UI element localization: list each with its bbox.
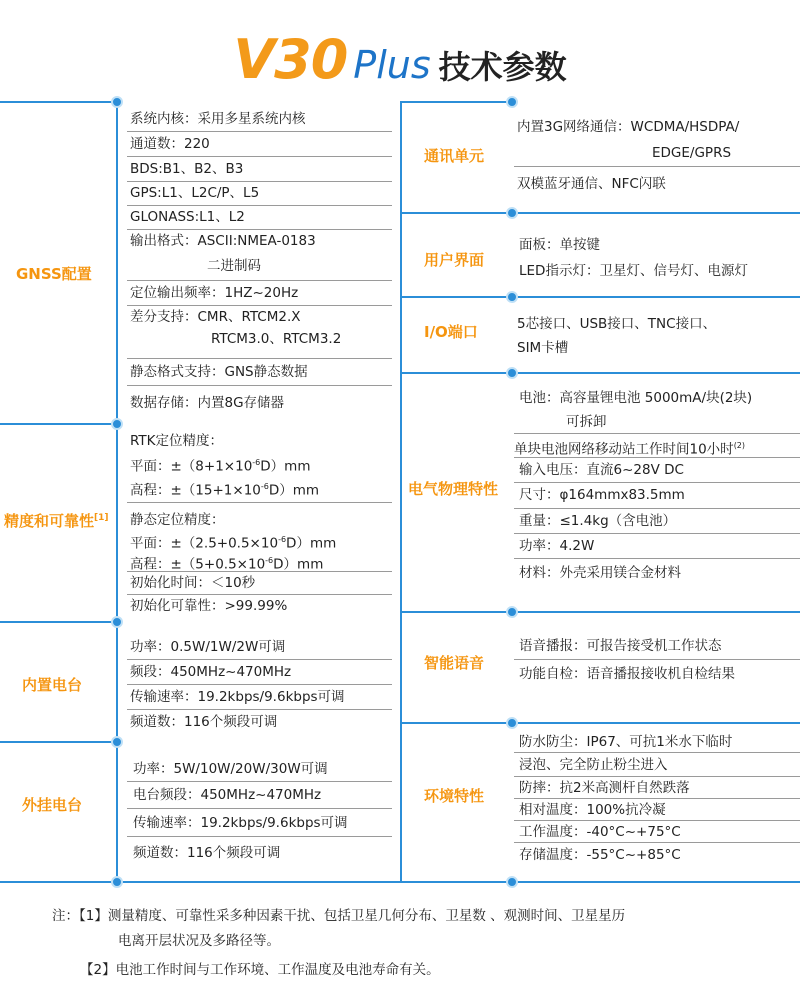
gnss-row-bds: BDS:B1、B2、B3 — [130, 161, 244, 177]
row-separator — [514, 508, 800, 509]
radio-external-band: 电台频段：450MHz~470MHz — [133, 787, 322, 803]
radio-internal-channels: 频道数：116个频段可调 — [130, 714, 278, 730]
title-model: V30 — [233, 28, 348, 91]
accuracy-static-vertical — [130, 553, 323, 573]
accuracy-rtk-horizontal-pre: 平面：±（8+1×10 — [130, 458, 253, 475]
row-separator — [127, 229, 392, 230]
elec-row-material: 材料：外壳采用镁合金材料 — [519, 565, 681, 581]
accuracy-rtk-title: RTK定位精度： — [130, 433, 223, 449]
row-separator — [127, 808, 392, 809]
elec-row-battery-cont: 可拆卸 — [566, 414, 607, 430]
accuracy-rtk-horizontal — [130, 455, 310, 475]
row-separator — [127, 205, 392, 206]
note-1-line-2: 电离开层状况及多路径等。 — [118, 933, 280, 949]
comm-row-bluetooth: 双模蓝牙通信、NFC闪联 — [517, 176, 666, 192]
gnss-row-glonass: GLONASS:L1、L2 — [130, 209, 245, 225]
node-dot — [506, 207, 518, 219]
node-dot — [506, 717, 518, 729]
accuracy-static-horizontal — [130, 532, 336, 552]
accuracy-rtk-vertical-exp: -6 — [260, 482, 269, 491]
row-separator — [514, 842, 800, 843]
row-separator — [127, 684, 392, 685]
row-separator — [514, 820, 800, 821]
row-separator — [127, 502, 392, 503]
accuracy-rtk-horizontal-post: D）mm — [260, 458, 311, 475]
gnss-row-kernel: 系统内核：采用多星系统内核 — [130, 111, 306, 127]
row-separator — [127, 305, 392, 306]
category-electrical: 电气物理特性 — [408, 480, 499, 498]
row-separator — [127, 385, 392, 386]
note-2: 【2】电池工作时间与工作环境、工作温度及电池寿命有关。 — [80, 962, 440, 978]
left-vertical-line — [116, 101, 118, 881]
gnss-row-differential-cont: RTCM3.0、RTCM3.2 — [211, 331, 342, 347]
row-separator — [127, 781, 392, 782]
ui-row-led: LED指示灯：卫星灯、信号灯、电源灯 — [519, 263, 748, 279]
row-separator — [127, 358, 392, 359]
category-gnss: GNSS配置 — [16, 265, 92, 283]
node-dot — [506, 876, 518, 888]
elec-row-weight: 重量：≤1.4kg（含电池） — [519, 513, 677, 529]
accuracy-static-horizontal-post: D）mm — [286, 535, 337, 552]
env-row-humidity: 相对温度：100%抗冷凝 — [519, 802, 666, 818]
node-dot — [506, 606, 518, 618]
node-dot — [111, 418, 123, 430]
divider-elec-voice — [401, 611, 800, 613]
gnss-row-output-rate: 定位输出频率：1HZ~20Hz — [130, 285, 299, 301]
gnss-row-static-format: 静态格式支持：GNS静态数据 — [130, 364, 308, 380]
node-dot — [111, 876, 123, 888]
node-dot — [506, 291, 518, 303]
accuracy-rtk-horizontal-exp: -6 — [252, 458, 261, 467]
gnss-row-gps: GPS:L1、L2C/P、L5 — [130, 185, 260, 201]
title-rest: 技术参数 — [438, 48, 567, 86]
ui-row-panel: 面板：单按键 — [519, 237, 600, 253]
node-dot — [111, 616, 123, 628]
row-separator — [127, 709, 392, 710]
footnote-2-marker: (2) — [733, 441, 746, 450]
row-separator — [514, 166, 800, 167]
accuracy-static-vertical-exp: -6 — [265, 556, 274, 565]
elec-row-battery: 电池：高容量锂电池 5000mA/块(2块) — [519, 390, 753, 406]
gnss-row-differential: 差分支持：CMR、RTCM2.X — [130, 309, 301, 325]
category-voice: 智能语音 — [424, 654, 485, 672]
row-separator — [514, 533, 800, 534]
elec-row-size: 尺寸：φ164mmx83.5mm — [519, 487, 685, 503]
row-separator — [514, 798, 800, 799]
accuracy-rtk-vertical — [130, 479, 319, 499]
page-title — [0, 28, 800, 98]
radio-internal-rate: 传输速率：19.2kbps/9.6kbps可调 — [130, 689, 345, 705]
category-env: 环境特性 — [424, 787, 485, 805]
comm-row-3g: 内置3G网络通信：WCDMA/HSDPA/ — [517, 119, 740, 135]
accuracy-static-title: 静态定位精度： — [130, 512, 225, 528]
divider-top-left — [0, 101, 117, 103]
row-separator — [514, 433, 800, 434]
elec-row-runtime-text: 单块电池网络移动站工作时间10小时 — [514, 441, 734, 458]
row-separator — [514, 558, 800, 559]
radio-external-power: 功率：5W/10W/20W/30W可调 — [133, 761, 328, 777]
env-row-working-temp: 工作温度：-40°C~+75°C — [519, 824, 681, 840]
divider-comm-ui — [401, 212, 800, 214]
env-row-waterproof-cont: 浸泡、完全防止粉尘进入 — [519, 757, 668, 773]
node-dot — [506, 367, 518, 379]
category-radio-external: 外挂电台 — [22, 796, 83, 814]
elec-row-power: 功率：4.2W — [519, 538, 595, 554]
accuracy-rtk-vertical-pre: 高程：±（15+1×10 — [130, 482, 261, 499]
divider-voice-env — [401, 722, 800, 724]
row-separator — [127, 280, 392, 281]
node-dot — [111, 736, 123, 748]
env-row-drop: 防摔：抗2米高测杆自然跌落 — [519, 780, 690, 796]
category-accuracy-label: 精度和可靠性 — [4, 512, 95, 530]
gnss-row-output-format: 输出格式：ASCII:NMEA-0183 — [130, 233, 316, 249]
radio-internal-band: 频段：450MHz~470MHz — [130, 664, 292, 680]
accuracy-static-horizontal-exp: -6 — [278, 535, 287, 544]
gnss-row-output-format-binary: 二进制码 — [207, 258, 261, 274]
divider-ui-io — [401, 296, 800, 298]
row-separator — [127, 659, 392, 660]
voice-row-selfcheck: 功能自检：语音播报接收机自检结果 — [519, 666, 735, 682]
category-io: I/O端口 — [424, 323, 478, 341]
row-separator — [127, 594, 392, 595]
footnote-1-marker: [1] — [94, 513, 109, 523]
gnss-row-channels: 通道数：220 — [130, 136, 210, 152]
row-separator — [514, 482, 800, 483]
category-comm: 通讯单元 — [424, 147, 485, 165]
row-separator — [127, 181, 392, 182]
divider-gnss-accuracy — [0, 423, 117, 425]
comm-row-3g-cont: EDGE/GPRS — [652, 145, 732, 161]
node-dot — [506, 96, 518, 108]
env-row-waterproof: 防水防尘：IP67、可抗1米水下临时 — [519, 734, 733, 750]
row-separator — [127, 836, 392, 837]
row-separator — [514, 752, 800, 753]
accuracy-init-time: 初始化时间：＜10秒 — [130, 575, 256, 591]
note-1-line-1: 注：【1】测量精度、可靠性采多种因素干扰、包括卫星几何分布、卫星数 、观测时间、卫星星历 — [52, 908, 626, 924]
divider-top-right — [401, 101, 512, 103]
category-ui: 用户界面 — [424, 251, 485, 269]
elec-row-runtime — [514, 438, 745, 458]
io-row-ports: 5芯接口、USB接口、TNC接口、 — [517, 316, 717, 332]
voice-row-broadcast: 语音播报：可报告接受机工作状态 — [519, 638, 722, 654]
row-separator — [127, 131, 392, 132]
accuracy-static-vertical-post: D）mm — [273, 556, 324, 573]
divider-io-elec — [401, 372, 800, 374]
io-row-ports-cont: SIM卡槽 — [517, 340, 569, 356]
category-radio-internal: 内置电台 — [22, 676, 83, 694]
category-accuracy — [4, 510, 109, 531]
title-suffix: Plus — [353, 43, 431, 87]
row-separator — [514, 776, 800, 777]
divider-radio-external — [0, 741, 117, 743]
row-separator — [514, 659, 800, 660]
right-vertical-line — [400, 101, 402, 881]
accuracy-init-reliability: 初始化可靠性：>99.99% — [130, 598, 288, 614]
radio-external-rate: 传输速率：19.2kbps/9.6kbps可调 — [133, 815, 348, 831]
row-separator — [127, 156, 392, 157]
radio-external-channels: 频道数：116个频段可调 — [133, 845, 281, 861]
radio-internal-power: 功率：0.5W/1W/2W可调 — [130, 639, 286, 655]
accuracy-static-vertical-pre: 高程：±（5+0.5×10 — [130, 556, 266, 573]
elec-row-voltage: 输入电压：直流6~28V DC — [519, 462, 684, 478]
accuracy-rtk-vertical-post: D）mm — [268, 482, 320, 499]
divider-accuracy-radio — [0, 621, 117, 623]
env-row-storage-temp: 存储温度：-55°C~+85°C — [519, 847, 681, 863]
node-dot — [111, 96, 123, 108]
gnss-row-storage: 数据存储：内置8G存储器 — [130, 395, 285, 411]
accuracy-static-horizontal-pre: 平面：±（2.5+0.5×10 — [130, 535, 279, 552]
